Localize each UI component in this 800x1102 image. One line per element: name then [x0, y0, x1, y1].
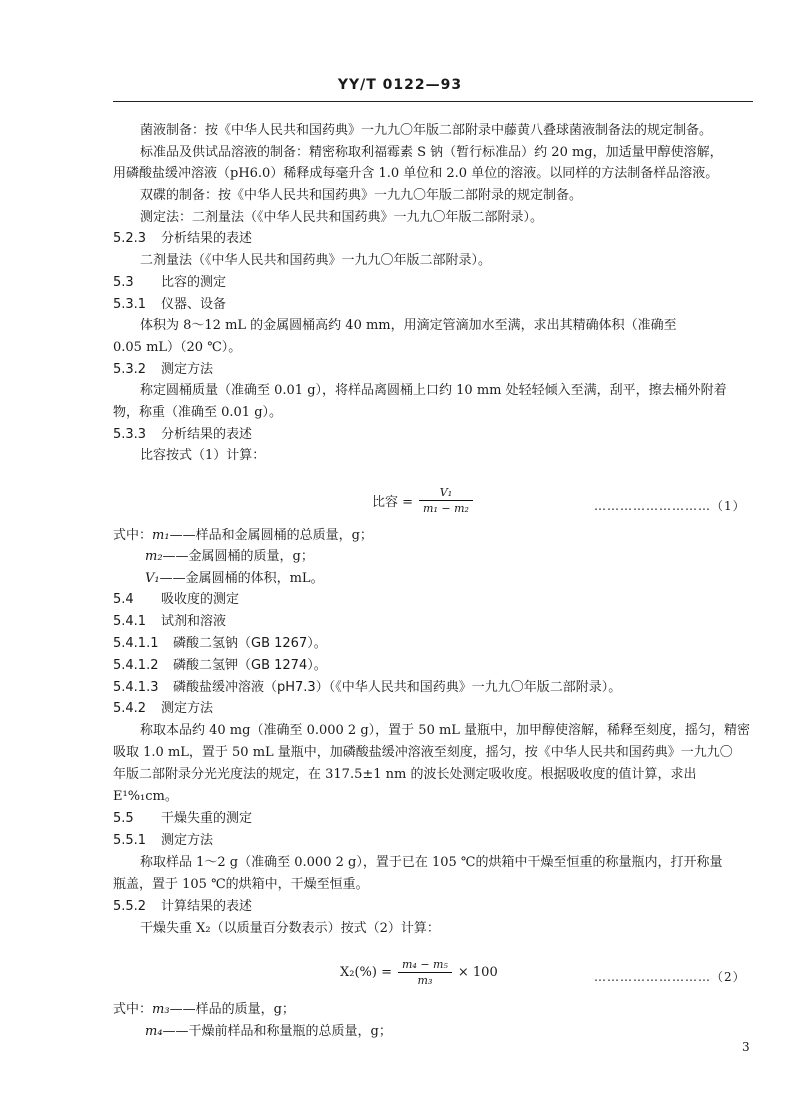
para-weigh-cylinder-cont: 物，称重（准确至 0.01 g）。: [113, 405, 283, 420]
page-number: 3: [742, 1040, 750, 1054]
heading-5-5-1: 5.5.1 测定方法: [113, 833, 214, 848]
where-m2: m₂——金属圆桶的质量，g；: [145, 549, 314, 564]
para-absorbance-cont3: E¹%₁cm。: [113, 789, 178, 804]
formula-2-times: × 100: [457, 965, 498, 980]
para-standard-solution: 标准品及供试品溶液的制备：精密称取利福霉素 S 钠（暂行标准品）约 20 mg，加适量甲醇使溶解，: [140, 145, 723, 160]
formula-2-numerator: m₄ − m₅: [402, 958, 448, 971]
para-culture-prep: 菌液制备：按《中华人民共和国药典》一九九〇年版二部附录中藤黄八叠球菌液制备法的规定制备。: [140, 123, 713, 138]
heading-5-3-1: 5.3.1 仪器、设备: [113, 297, 227, 312]
heading-5-5-2: 5.5.2 计算结果的表述: [113, 899, 253, 914]
formula-1-label: （1）: [711, 499, 746, 513]
formula-1: [372, 486, 479, 515]
para-absorbance: 称取本品约 40 mg（准确至 0.000 2 g），置于 50 mL 量瓶中，加甲醇使溶解，稀释至刻度，摇匀，精密: [140, 723, 751, 738]
formula-2-denominator: m₃: [417, 974, 433, 987]
formula-2: [340, 958, 498, 987]
para-weigh-cylinder: 称定圆桶质量（准确至 0.01 g），将样品离圆桶上口约 10 mm 处轻轻倾入至满，刮平，擦去桶外附着: [140, 383, 727, 398]
heading-5-4-2: 5.4.2 测定方法: [113, 701, 214, 716]
para-two-dose: 二剂量法（《中华人民共和国药典》一九九〇年版二部附录）。: [140, 253, 492, 268]
where-m4: m₄——干燥前样品和称量瓶的总质量，g；: [145, 1024, 392, 1039]
heading-5-4-1-1: 5.4.1.1 磷酸二氢钠（GB 1267）。: [113, 636, 327, 651]
formula-2-label: （2）: [711, 970, 746, 984]
formula-2-fraction: [398, 958, 452, 987]
where-v1: V₁——金属圆桶的体积，mL。: [145, 571, 324, 586]
formula-1-leader: ………………………（1）: [594, 499, 746, 513]
heading-5-4: 5.4 吸收度的测定: [113, 592, 240, 607]
para-cylinder: 体积为 8～12 mL 的金属圆桶高约 40 mm，用滴定管滴加水至满，求出其精确体积（准确至: [140, 318, 677, 333]
para-assay-method: 测定法：二剂量法（《中华人民共和国药典》一九九〇年版二部附录）。: [140, 210, 544, 225]
formula-1-denominator: m₁ − m₂: [423, 502, 469, 515]
heading-5-3: 5.3 比容的测定: [113, 275, 227, 290]
heading-5-2-3: 5.2.3 分析结果的表述: [113, 231, 253, 246]
where-m3: 式中：m₃——样品的质量，g；: [113, 1002, 295, 1017]
para-absorbance-cont1: 吸取 1.0 mL，置于 50 mL 量瓶中，加磷酸盐缓冲溶液至刻度，摇匀，按《中华人民共和国药典》一九九〇: [113, 745, 733, 760]
para-cylinder-cont: 0.05 mL）（20 ℃）。: [113, 340, 242, 355]
heading-5-4-1-3: 5.4.1.3 磷酸盐缓冲溶液（pH7.3）（《中华人民共和国药典》一九九〇年版二部附录）。: [113, 680, 622, 695]
heading-5-4-1: 5.4.1 试剂和溶液: [113, 614, 227, 629]
formula-1-numerator: V₁: [439, 486, 453, 499]
para-dish-prep: 双碟的制备：按《中华人民共和国药典》一九九〇年版二部附录的规定制备。: [140, 188, 583, 203]
para-absorbance-cont2: 年版二部附录分光光度法的规定，在 317.5±1 nm 的波长处测定吸收度。根据吸收度的值计算，求出: [113, 767, 697, 782]
para-specific-volume-intro: 比容按式（1）计算：: [140, 448, 266, 463]
formula-1-lhs: 比容 =: [372, 495, 414, 510]
heading-5-3-3: 5.3.3 分析结果的表述: [113, 427, 253, 442]
para-loss-on-drying-intro: 干燥失重 X₂（以质量百分数表示）按式（2）计算：: [140, 921, 440, 936]
para-drying: 称取样品 1～2 g（准确至 0.000 2 g），置于已在 105 ℃的烘箱中干燥至恒重的称量瓶内，打开称量: [140, 855, 723, 870]
heading-5-4-1-2: 5.4.1.2 磷酸二氢钾（GB 1274）。: [113, 658, 327, 673]
formula-1-fraction: [419, 486, 473, 515]
formula-2-lhs: X₂(%) =: [340, 965, 392, 980]
para-standard-solution-cont: 用磷酸盐缓冲溶液（pH6.0）稀释成每毫升含 1.0 单位和 2.0 单位的溶液。以同样的方法制备样品溶液。: [113, 166, 719, 181]
header-divider: [113, 101, 753, 102]
where-m1: 式中：m₁——样品和金属圆桶的总质量，g；: [113, 528, 373, 543]
standard-code-header: YY/T 0122—93: [337, 77, 463, 93]
heading-5-5: 5.5 干燥失重的测定: [113, 811, 253, 826]
formula-2-leader: ………………………（2）: [594, 970, 746, 984]
para-drying-cont: 瓶盖，置于 105 ℃的烘箱中，干燥至恒重。: [113, 877, 369, 892]
heading-5-3-2: 5.3.2 测定方法: [113, 362, 214, 377]
